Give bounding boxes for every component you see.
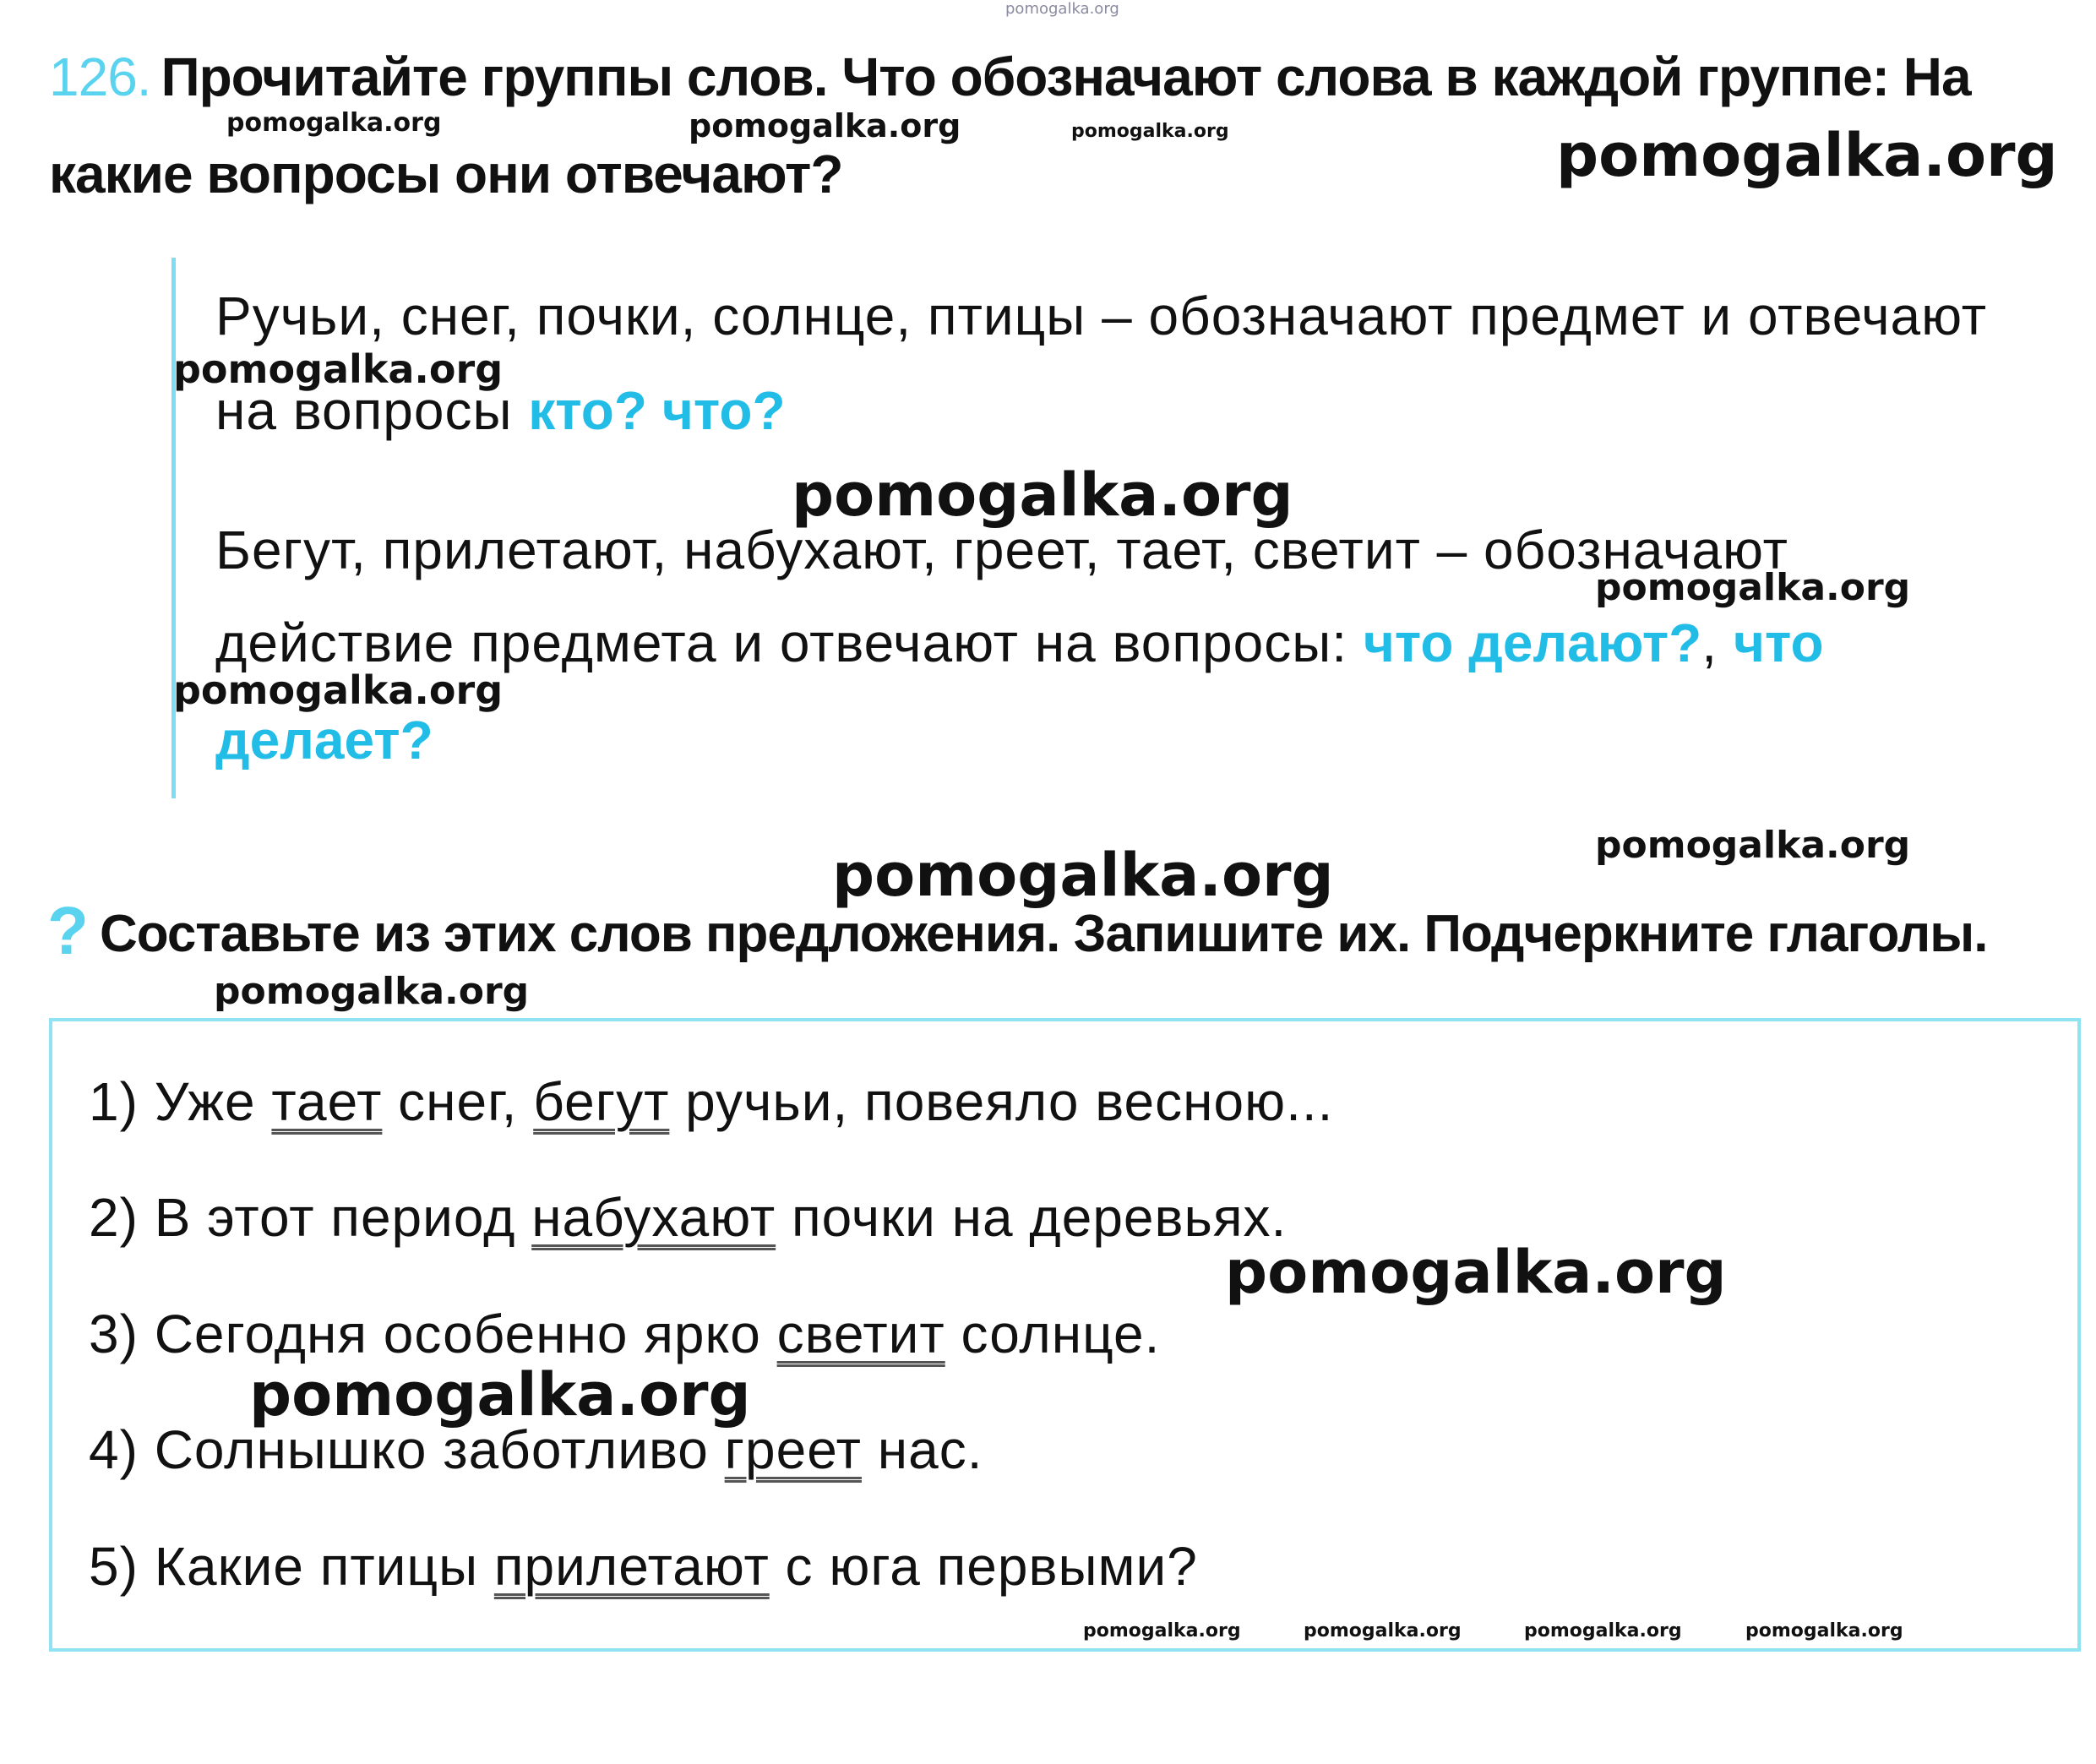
watermark: pomogalka.org [689,107,961,144]
quote-paragraph-2-line-1: Бегут, прилетают, набухают, греет, тает, светит – обозначают [215,520,1788,580]
verb-underlined: набухают [531,1187,776,1248]
answer-line-3 [89,1304,1160,1364]
answer-text: 1) Уже [89,1071,272,1132]
quote-paragraph-2-line-3 [215,710,433,770]
watermark: pomogalka.org [1556,121,2058,190]
watermark: pomogalka.org [1595,566,1911,609]
question-words: что делают? [1363,612,1702,673]
question-text: Составьте из этих слов предложения. Запишите их. Подчеркните глаголы. [100,905,1988,963]
watermark: pomogalka.org [792,460,1293,530]
quote-bar [171,258,176,798]
task-number: 126. [49,46,151,107]
answer-text: снег, [382,1071,534,1132]
answer-line-1 [89,1071,1333,1132]
watermark: pomogalka.org [226,108,442,138]
quote-paragraph-1-line-1: Ручьи, снег, почки, солнце, птицы – обозначают предмет и отвечают [215,286,1988,346]
watermark: pomogalka.org [1524,1620,1682,1642]
verb-underlined: светит [776,1304,945,1364]
watermark: pomogalka.org [1005,0,1119,18]
answer-line-5 [89,1536,1198,1597]
answer-line-2 [89,1187,1287,1248]
question-icon: ? [47,893,89,968]
watermark: pomogalka.org [1595,824,1911,867]
answer-text: 2) В этот период [89,1187,532,1248]
watermark: pomogalka.org [1304,1620,1462,1642]
quote-paragraph-2-line-2 [215,612,1824,673]
watermark: pomogalka.org [1071,121,1229,142]
watermark: pomogalka.org [832,841,1334,910]
watermark: pomogalka.org [214,970,530,1013]
answer-text: 3) Сегодня особенно ярко [89,1304,777,1364]
answer-text: ручьи, повеяло весною... [669,1071,1334,1132]
watermark: pomogalka.org [173,667,504,713]
answer-text: нас. [861,1419,983,1480]
answer-text: солнце. [945,1304,1161,1364]
answer-text: 5) Какие птицы [89,1536,494,1597]
watermark: pomogalka.org [1083,1620,1241,1642]
quote-text: на вопросы [215,380,529,441]
quote-text: действие предмета и отвечают на вопросы: [215,612,1364,673]
answer-text: с юга первыми? [769,1536,1198,1597]
watermark: pomogalka.org [1745,1620,1903,1642]
watermark: pomogalka.org [173,346,504,392]
verb-underlined: греет [724,1419,862,1480]
watermark: pomogalka.org [1225,1238,1727,1307]
task-heading-line-1 [49,46,1971,107]
watermark: pomogalka.org [249,1360,751,1429]
verb-underlined: прилетают [493,1536,770,1597]
separator: , [1701,612,1734,673]
question-words: делает? [215,710,433,770]
task-title-text: Прочитайте группы слов. Что обозначают слова в каждой группе: На [161,46,1971,107]
task-heading-line-2: какие вопросы они отвечают? [49,144,843,204]
question-words: кто? что? [528,380,786,441]
question-words: что [1733,612,1824,673]
verb-underlined: бегут [533,1071,670,1132]
answer-text: 4) Солнышко заботливо [89,1419,725,1480]
verb-underlined: тает [271,1071,383,1132]
answer-text: почки на деревьях. [776,1187,1288,1248]
